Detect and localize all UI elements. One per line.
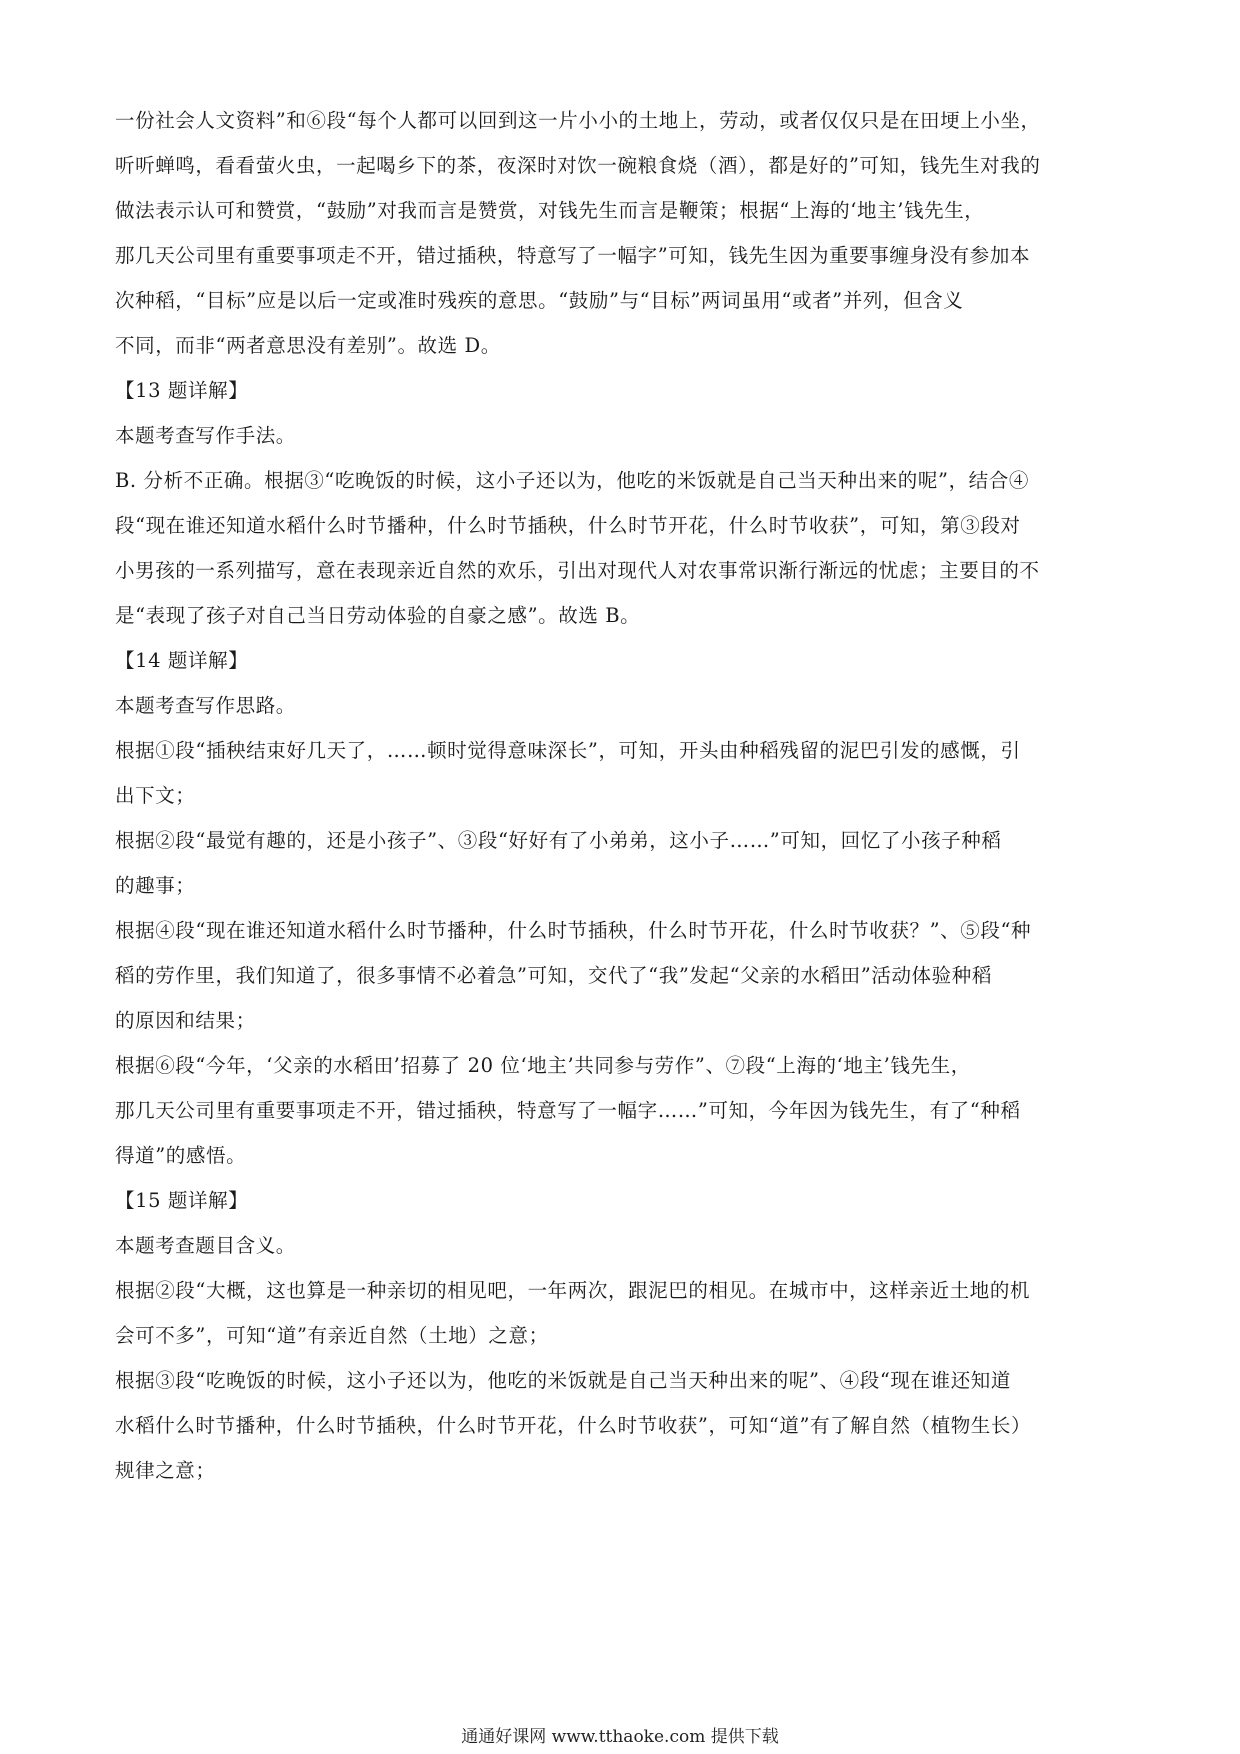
text-line: 本题考查写作思路。 <box>115 694 296 717</box>
text-line: 会可不多”，可知“道”有亲近自然（土地）之意； <box>115 1324 549 1347</box>
text-line: B. 分析不正确。根据③“吃晚饭的时候，这小子还以为，他吃的米饭就是自己当天种出来的呢”，结合④ <box>115 469 1029 492</box>
text-line: 根据②段“最觉有趣的，还是小孩子”、③段“好好有了小弟弟，这小子……”可知，回忆了小孩子种稻 <box>115 829 1002 852</box>
page-footer: 通通好课网 www.tthaoke.com 提供下载 <box>461 1727 779 1747</box>
text-line: 根据①段“插秧结束好几天了，……顿时觉得意味深长”，可知，开头由种稻残留的泥巴引发的感慨，引 <box>115 739 1021 762</box>
text-line: 听听蝉鸣，看看萤火虫，一起喝乡下的茶，夜深时对饮一碗粮食烧（酒），都是好的”可知，钱先生对我的 <box>115 154 1041 177</box>
text-line: 不同，而非“两者意思没有差别”。故选 D。 <box>115 334 501 357</box>
text-line: 根据③段“吃晚饭的时候，这小子还以为，他吃的米饭就是自己当天种出来的呢”、④段“现在谁还知道 <box>115 1369 1012 1392</box>
text-line: 根据②段“大概，这也算是一种亲切的相见吧，一年两次，跟泥巴的相见。在城市中，这样亲近土地的机 <box>115 1279 1031 1302</box>
section-heading-14: 【14 题详解】 <box>115 649 249 672</box>
text-line: 根据⑥段“今年，‘父亲的水稻田’招募了 20 位‘地主’共同参与劳作”、⑦段“上海的‘地主’钱先生， <box>115 1054 971 1077</box>
text-line: 那几天公司里有重要事项走不开，错过插秧，特意写了一幅字”可知，钱先生因为重要事缠身没有参加本 <box>115 244 1031 267</box>
text-line: 得道”的感悟。 <box>115 1144 247 1167</box>
text-line: 那几天公司里有重要事项走不开，错过插秧，特意写了一幅字……”可知，今年因为钱先生，有了“种稻 <box>115 1099 1021 1122</box>
text-line: 次种稻，“目标”应是以后一定或准时残疾的意思。“鼓励”与“目标”两词虽用“或者”并列，但含义 <box>115 289 964 312</box>
section-heading-15: 【15 题详解】 <box>115 1189 249 1212</box>
text-line: 做法表示认可和赞赏，“鼓励”对我而言是赞赏，对钱先生而言是鞭策；根据“上海的‘地主’钱先生， <box>115 199 985 222</box>
answer-explanation-text <box>115 98 1125 1493</box>
text-line: 根据④段“现在谁还知道水稻什么时节播种，什么时节插秧，什么时节开花，什么时节收获？”、⑤段“种 <box>115 919 1032 942</box>
text-line: 的趣事； <box>115 874 196 897</box>
text-line: 水稻什么时节播种，什么时节插秧，什么时节开花，什么时节收获”，可知“道”有了解自然（植物生长） <box>115 1414 1032 1437</box>
text-line: 本题考查写作手法。 <box>115 424 296 447</box>
text-line: 小男孩的一系列描写，意在表现亲近自然的欢乐，引出对现代人对农事常识渐行渐远的忧虑；主要目的不 <box>115 559 1040 582</box>
text-line: 本题考查题目含义。 <box>115 1234 296 1257</box>
text-line: 一份社会人文资料”和⑥段“每个人都可以回到这一片小小的土地上，劳动，或者仅仅只是在田埂上小坐， <box>115 109 1041 132</box>
section-heading-13: 【13 题详解】 <box>115 379 249 402</box>
text-line: 是“表现了孩子对自己当日劳动体验的自豪之感”。故选 B。 <box>115 604 641 627</box>
text-line: 稻的劳作里，我们知道了，很多事情不必着急”可知，交代了“我”发起“父亲的水稻田”活动体验种稻 <box>115 964 992 987</box>
text-line: 出下文； <box>115 784 196 807</box>
text-line: 段“现在谁还知道水稻什么时节播种，什么时节插秧，什么时节开花，什么时节收获”，可知，第③段对 <box>115 514 1021 537</box>
text-line: 的原因和结果； <box>115 1009 256 1032</box>
text-line: 规律之意； <box>115 1459 216 1482</box>
